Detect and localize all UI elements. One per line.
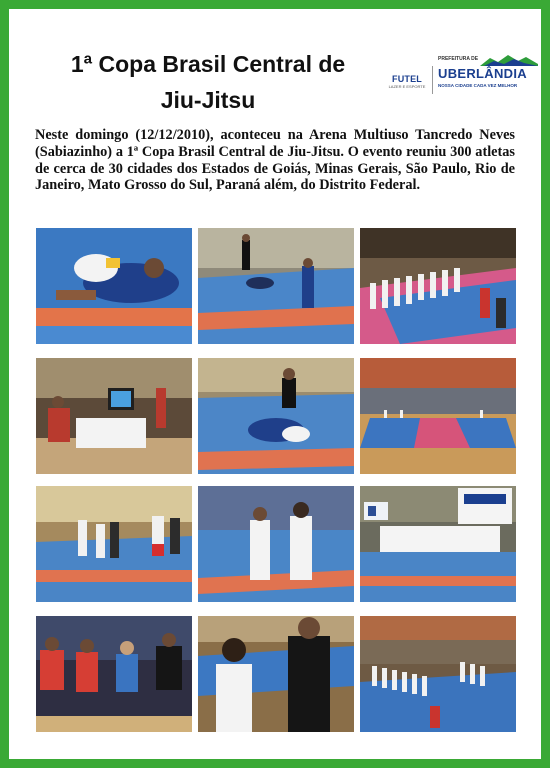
photo-officials-red-shirts — [36, 616, 192, 732]
photo-grid — [36, 228, 517, 733]
futel-sub: LAZER E ESPORTE — [388, 84, 426, 89]
photo-handshake — [198, 486, 354, 602]
photo-referee-closeup — [198, 616, 354, 732]
photo-scoring-table — [36, 358, 192, 474]
title-line-2: Jiu-Jitsu — [160, 87, 256, 113]
city-name: UBERLÂNDIA — [438, 66, 527, 81]
sponsor-logos — [386, 52, 538, 96]
photo-scoreboard-banner — [360, 486, 516, 602]
logo-divider — [432, 66, 433, 94]
futel-logo — [386, 74, 428, 89]
photo-athletes-lined-up — [360, 228, 516, 344]
prefeitura-label: PREFEITURA DE — [438, 56, 479, 62]
photo-grappling-closeup — [36, 228, 192, 344]
poster-title — [40, 46, 376, 118]
article-text: Neste domingo (12/12/2010), aconteceu na Arena Multiuso Tancredo Neves (Sabiazinho) a 1ª Copa Brasil Central de Jiu-Jitsu. O evento reuniu 300 atletas de cerca de 30 cidades dos Estados de Goiás, Minas Gerais, São Paulo, Rio de Janeiro, Mato Grosso do Sul, Paraná além, do Distrito Federal. — [35, 127, 515, 194]
photo-arena-crowd — [360, 616, 516, 732]
city-emblem-icon — [480, 54, 538, 66]
city-slogan: NOSSA CIDADE CADA VEZ MELHOR — [438, 83, 518, 88]
photo-grappling-referee — [198, 358, 354, 474]
photo-arena-wide — [360, 358, 516, 474]
photo-match-with-referee — [198, 228, 354, 344]
title-line-1: 1ª Copa Brasil Central de — [70, 51, 346, 77]
futel-name: FUTEL — [392, 74, 422, 84]
photo-athletes-standing — [36, 486, 192, 602]
